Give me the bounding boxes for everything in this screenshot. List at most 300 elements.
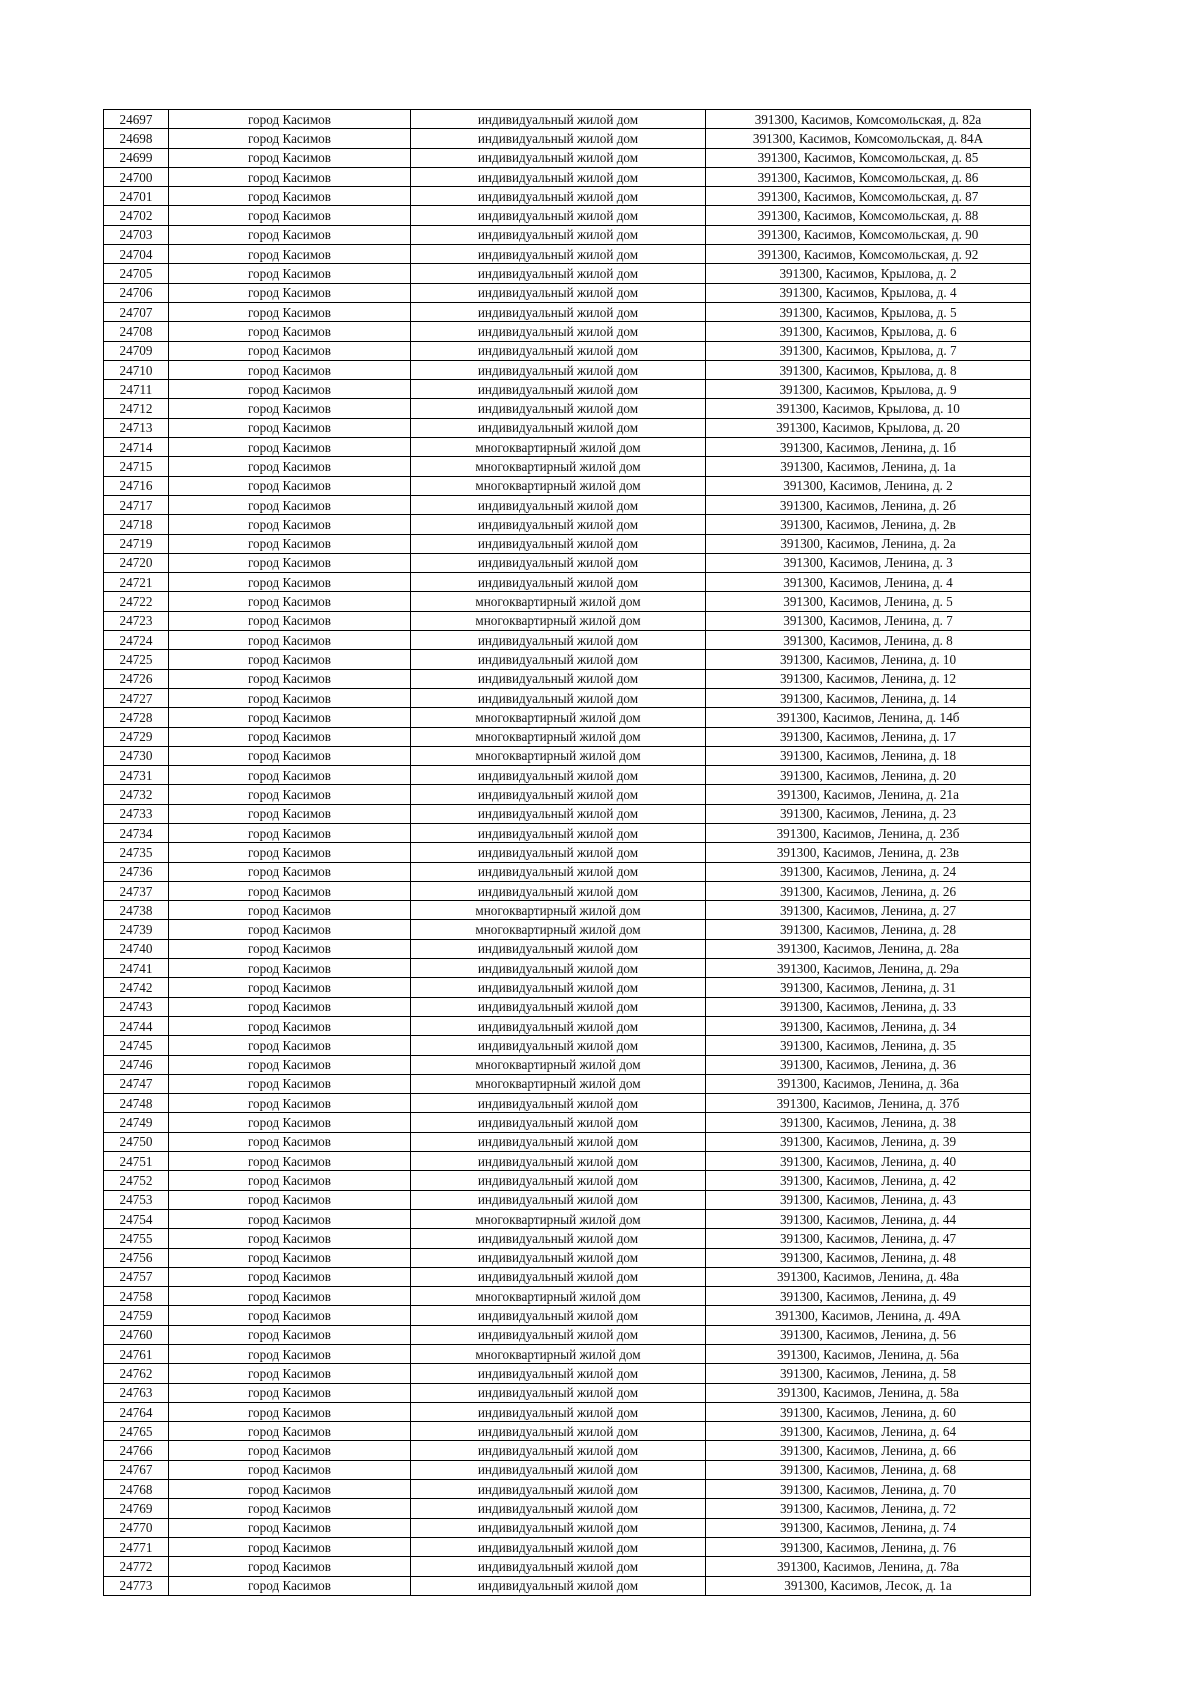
building-type-cell: индивидуальный жилой дом: [411, 1094, 706, 1113]
locality-cell: город Касимов: [169, 129, 411, 148]
address-cell: 391300, Касимов, Ленина, д. 47: [706, 1229, 1031, 1248]
locality-cell: город Касимов: [169, 823, 411, 842]
address-cell: 391300, Касимов, Крылова, д. 2: [706, 264, 1031, 283]
address-cell: 391300, Касимов, Ленина, д. 35: [706, 1036, 1031, 1055]
record-number-cell: 24737: [104, 881, 169, 900]
record-number-cell: 24765: [104, 1422, 169, 1441]
record-number-cell: 24771: [104, 1537, 169, 1556]
locality-cell: город Касимов: [169, 515, 411, 534]
locality-cell: город Касимов: [169, 1460, 411, 1479]
locality-cell: город Касимов: [169, 360, 411, 379]
locality-cell: город Касимов: [169, 1074, 411, 1093]
table-row: [104, 1441, 1031, 1460]
table-row: [104, 380, 1031, 399]
address-cell: 391300, Касимов, Комсомольская, д. 92: [706, 245, 1031, 264]
building-type-cell: индивидуальный жилой дом: [411, 978, 706, 997]
building-type-cell: индивидуальный жилой дом: [411, 1499, 706, 1518]
locality-cell: город Касимов: [169, 476, 411, 495]
record-number-cell: 24761: [104, 1345, 169, 1364]
address-cell: 391300, Касимов, Ленина, д. 36а: [706, 1074, 1031, 1093]
record-number-cell: 24699: [104, 148, 169, 167]
building-type-cell: многоквартирный жилой дом: [411, 592, 706, 611]
address-cell: 391300, Касимов, Лесок, д. 1а: [706, 1576, 1031, 1595]
record-number-cell: 24736: [104, 862, 169, 881]
address-cell: 391300, Касимов, Ленина, д. 28а: [706, 939, 1031, 958]
record-number-cell: 24738: [104, 901, 169, 920]
building-type-cell: индивидуальный жилой дом: [411, 553, 706, 572]
record-number-cell: 24729: [104, 727, 169, 746]
record-number-cell: 24708: [104, 322, 169, 341]
locality-cell: город Касимов: [169, 1557, 411, 1576]
locality-cell: город Касимов: [169, 978, 411, 997]
address-cell: 391300, Касимов, Комсомольская, д. 82а: [706, 110, 1031, 129]
address-cell: 391300, Касимов, Ленина, д. 76: [706, 1537, 1031, 1556]
table-row: [104, 1576, 1031, 1595]
address-cell: 391300, Касимов, Ленина, д. 21а: [706, 785, 1031, 804]
record-number-cell: 24700: [104, 167, 169, 186]
building-type-cell: многоквартирный жилой дом: [411, 611, 706, 630]
locality-cell: город Касимов: [169, 167, 411, 186]
record-number-cell: 24766: [104, 1441, 169, 1460]
record-number-cell: 24767: [104, 1460, 169, 1479]
address-cell: 391300, Касимов, Ленина, д. 64: [706, 1422, 1031, 1441]
locality-cell: город Касимов: [169, 341, 411, 360]
building-type-cell: индивидуальный жилой дом: [411, 1306, 706, 1325]
table-row: [104, 534, 1031, 553]
locality-cell: город Касимов: [169, 1248, 411, 1267]
locality-cell: город Касимов: [169, 939, 411, 958]
building-type-cell: индивидуальный жилой дом: [411, 1036, 706, 1055]
record-number-cell: 24743: [104, 997, 169, 1016]
locality-cell: город Касимов: [169, 1094, 411, 1113]
record-number-cell: 24727: [104, 688, 169, 707]
locality-cell: город Касимов: [169, 727, 411, 746]
locality-cell: город Касимов: [169, 438, 411, 457]
table-row: [104, 920, 1031, 939]
table-row: [104, 727, 1031, 746]
address-cell: 391300, Касимов, Ленина, д. 26: [706, 881, 1031, 900]
address-cell: 391300, Касимов, Ленина, д. 28: [706, 920, 1031, 939]
building-type-cell: индивидуальный жилой дом: [411, 1171, 706, 1190]
building-type-cell: индивидуальный жилой дом: [411, 1132, 706, 1151]
address-table-body: [104, 110, 1031, 1596]
record-number-cell: 24759: [104, 1306, 169, 1325]
locality-cell: город Касимов: [169, 1209, 411, 1228]
building-type-cell: индивидуальный жилой дом: [411, 669, 706, 688]
building-type-cell: индивидуальный жилой дом: [411, 167, 706, 186]
table-row: [104, 611, 1031, 630]
building-type-cell: индивидуальный жилой дом: [411, 341, 706, 360]
building-type-cell: индивидуальный жилой дом: [411, 959, 706, 978]
address-cell: 391300, Касимов, Комсомольская, д. 87: [706, 187, 1031, 206]
record-number-cell: 24739: [104, 920, 169, 939]
building-type-cell: индивидуальный жилой дом: [411, 631, 706, 650]
table-row: [104, 901, 1031, 920]
locality-cell: город Касимов: [169, 534, 411, 553]
address-cell: 391300, Касимов, Ленина, д. 56а: [706, 1345, 1031, 1364]
record-number-cell: 24769: [104, 1499, 169, 1518]
table-row: [104, 187, 1031, 206]
table-row: [104, 997, 1031, 1016]
table-row: [104, 1248, 1031, 1267]
record-number-cell: 24740: [104, 939, 169, 958]
record-number-cell: 24704: [104, 245, 169, 264]
table-row: [104, 148, 1031, 167]
address-table: [103, 109, 1031, 1596]
locality-cell: город Касимов: [169, 1016, 411, 1035]
building-type-cell: индивидуальный жилой дом: [411, 187, 706, 206]
record-number-cell: 24750: [104, 1132, 169, 1151]
building-type-cell: многоквартирный жилой дом: [411, 920, 706, 939]
record-number-cell: 24742: [104, 978, 169, 997]
table-row: [104, 1132, 1031, 1151]
locality-cell: город Касимов: [169, 862, 411, 881]
table-row: [104, 1267, 1031, 1286]
locality-cell: город Касимов: [169, 1441, 411, 1460]
table-row: [104, 1036, 1031, 1055]
address-cell: 391300, Касимов, Ленина, д. 1б: [706, 438, 1031, 457]
locality-cell: город Касимов: [169, 1287, 411, 1306]
table-row: [104, 302, 1031, 321]
address-cell: 391300, Касимов, Ленина, д. 1а: [706, 457, 1031, 476]
address-cell: 391300, Касимов, Ленина, д. 10: [706, 650, 1031, 669]
table-row: [104, 746, 1031, 765]
table-row: [104, 264, 1031, 283]
table-row: [104, 1209, 1031, 1228]
table-row: [104, 1016, 1031, 1035]
building-type-cell: индивидуальный жилой дом: [411, 1537, 706, 1556]
table-row: [104, 959, 1031, 978]
building-type-cell: индивидуальный жилой дом: [411, 129, 706, 148]
building-type-cell: индивидуальный жилой дом: [411, 1422, 706, 1441]
building-type-cell: индивидуальный жилой дом: [411, 1557, 706, 1576]
locality-cell: город Касимов: [169, 1267, 411, 1286]
building-type-cell: многоквартирный жилой дом: [411, 746, 706, 765]
table-row: [104, 1152, 1031, 1171]
record-number-cell: 24718: [104, 515, 169, 534]
record-number-cell: 24710: [104, 360, 169, 379]
address-cell: 391300, Касимов, Ленина, д. 33: [706, 997, 1031, 1016]
record-number-cell: 24754: [104, 1209, 169, 1228]
address-cell: 391300, Касимов, Ленина, д. 20: [706, 766, 1031, 785]
address-cell: 391300, Касимов, Ленина, д. 14: [706, 688, 1031, 707]
record-number-cell: 24714: [104, 438, 169, 457]
locality-cell: город Касимов: [169, 1306, 411, 1325]
table-row: [104, 1306, 1031, 1325]
locality-cell: город Касимов: [169, 785, 411, 804]
locality-cell: город Касимов: [169, 573, 411, 592]
building-type-cell: многоквартирный жилой дом: [411, 1345, 706, 1364]
address-cell: 391300, Касимов, Ленина, д. 60: [706, 1402, 1031, 1421]
record-number-cell: 24748: [104, 1094, 169, 1113]
locality-cell: город Касимов: [169, 1325, 411, 1344]
locality-cell: город Касимов: [169, 1113, 411, 1132]
address-cell: 391300, Касимов, Ленина, д. 31: [706, 978, 1031, 997]
address-cell: 391300, Касимов, Ленина, д. 72: [706, 1499, 1031, 1518]
building-type-cell: индивидуальный жилой дом: [411, 206, 706, 225]
address-cell: 391300, Касимов, Ленина, д. 14б: [706, 708, 1031, 727]
address-cell: 391300, Касимов, Ленина, д. 44: [706, 1209, 1031, 1228]
building-type-cell: индивидуальный жилой дом: [411, 1576, 706, 1595]
record-number-cell: 24712: [104, 399, 169, 418]
table-row: [104, 669, 1031, 688]
table-row: [104, 804, 1031, 823]
building-type-cell: индивидуальный жилой дом: [411, 1441, 706, 1460]
record-number-cell: 24721: [104, 573, 169, 592]
table-row: [104, 457, 1031, 476]
building-type-cell: индивидуальный жилой дом: [411, 418, 706, 437]
record-number-cell: 24697: [104, 110, 169, 129]
table-row: [104, 1480, 1031, 1499]
record-number-cell: 24723: [104, 611, 169, 630]
locality-cell: город Касимов: [169, 418, 411, 437]
building-type-cell: индивидуальный жилой дом: [411, 1518, 706, 1537]
record-number-cell: 24706: [104, 283, 169, 302]
table-row: [104, 225, 1031, 244]
address-cell: 391300, Касимов, Ленина, д. 42: [706, 1171, 1031, 1190]
building-type-cell: индивидуальный жилой дом: [411, 515, 706, 534]
locality-cell: город Касимов: [169, 399, 411, 418]
locality-cell: город Касимов: [169, 881, 411, 900]
record-number-cell: 24726: [104, 669, 169, 688]
locality-cell: город Касимов: [169, 746, 411, 765]
record-number-cell: 24751: [104, 1152, 169, 1171]
locality-cell: город Касимов: [169, 843, 411, 862]
building-type-cell: индивидуальный жилой дом: [411, 302, 706, 321]
record-number-cell: 24698: [104, 129, 169, 148]
address-cell: 391300, Касимов, Ленина, д. 40: [706, 1152, 1031, 1171]
building-type-cell: индивидуальный жилой дом: [411, 766, 706, 785]
address-cell: 391300, Касимов, Ленина, д. 49: [706, 1287, 1031, 1306]
locality-cell: город Касимов: [169, 1132, 411, 1151]
address-cell: 391300, Касимов, Ленина, д. 66: [706, 1441, 1031, 1460]
building-type-cell: индивидуальный жилой дом: [411, 650, 706, 669]
table-row: [104, 1171, 1031, 1190]
table-row: [104, 978, 1031, 997]
table-row: [104, 1074, 1031, 1093]
building-type-cell: индивидуальный жилой дом: [411, 1113, 706, 1132]
building-type-cell: многоквартирный жилой дом: [411, 1209, 706, 1228]
building-type-cell: индивидуальный жилой дом: [411, 1402, 706, 1421]
record-number-cell: 24724: [104, 631, 169, 650]
table-row: [104, 766, 1031, 785]
table-row: [104, 1460, 1031, 1479]
record-number-cell: 24702: [104, 206, 169, 225]
building-type-cell: многоквартирный жилой дом: [411, 708, 706, 727]
record-number-cell: 24764: [104, 1402, 169, 1421]
building-type-cell: индивидуальный жилой дом: [411, 843, 706, 862]
building-type-cell: индивидуальный жилой дом: [411, 322, 706, 341]
table-row: [104, 476, 1031, 495]
address-cell: 391300, Касимов, Ленина, д. 37б: [706, 1094, 1031, 1113]
locality-cell: город Касимов: [169, 1190, 411, 1209]
locality-cell: город Касимов: [169, 766, 411, 785]
building-type-cell: индивидуальный жилой дом: [411, 225, 706, 244]
locality-cell: город Касимов: [169, 1537, 411, 1556]
table-row: [104, 438, 1031, 457]
address-cell: 391300, Касимов, Комсомольская, д. 88: [706, 206, 1031, 225]
record-number-cell: 24701: [104, 187, 169, 206]
table-row: [104, 1055, 1031, 1074]
building-type-cell: индивидуальный жилой дом: [411, 939, 706, 958]
table-row: [104, 206, 1031, 225]
address-cell: 391300, Касимов, Ленина, д. 78а: [706, 1557, 1031, 1576]
record-number-cell: 24725: [104, 650, 169, 669]
address-cell: 391300, Касимов, Ленина, д. 3: [706, 553, 1031, 572]
building-type-cell: индивидуальный жилой дом: [411, 1229, 706, 1248]
table-row: [104, 1422, 1031, 1441]
table-row: [104, 1402, 1031, 1421]
table-row: [104, 1113, 1031, 1132]
locality-cell: город Касимов: [169, 997, 411, 1016]
table-row: [104, 592, 1031, 611]
locality-cell: город Касимов: [169, 1055, 411, 1074]
building-type-cell: индивидуальный жилой дом: [411, 688, 706, 707]
building-type-cell: индивидуальный жилой дом: [411, 399, 706, 418]
record-number-cell: 24773: [104, 1576, 169, 1595]
address-cell: 391300, Касимов, Ленина, д. 24: [706, 862, 1031, 881]
locality-cell: город Касимов: [169, 631, 411, 650]
address-cell: 391300, Касимов, Крылова, д. 20: [706, 418, 1031, 437]
table-row: [104, 322, 1031, 341]
record-number-cell: 24732: [104, 785, 169, 804]
address-cell: 391300, Касимов, Ленина, д. 5: [706, 592, 1031, 611]
record-number-cell: 24728: [104, 708, 169, 727]
building-type-cell: многоквартирный жилой дом: [411, 457, 706, 476]
locality-cell: город Касимов: [169, 1171, 411, 1190]
locality-cell: город Касимов: [169, 959, 411, 978]
table-row: [104, 843, 1031, 862]
table-row: [104, 553, 1031, 572]
address-cell: 391300, Касимов, Крылова, д. 10: [706, 399, 1031, 418]
table-row: [104, 399, 1031, 418]
record-number-cell: 24749: [104, 1113, 169, 1132]
building-type-cell: многоквартирный жилой дом: [411, 1074, 706, 1093]
locality-cell: город Касимов: [169, 920, 411, 939]
locality-cell: город Касимов: [169, 322, 411, 341]
record-number-cell: 24772: [104, 1557, 169, 1576]
record-number-cell: 24720: [104, 553, 169, 572]
building-type-cell: индивидуальный жилой дом: [411, 1152, 706, 1171]
building-type-cell: индивидуальный жилой дом: [411, 573, 706, 592]
address-cell: 391300, Касимов, Ленина, д. 8: [706, 631, 1031, 650]
locality-cell: город Касимов: [169, 1576, 411, 1595]
record-number-cell: 24770: [104, 1518, 169, 1537]
locality-cell: город Касимов: [169, 1499, 411, 1518]
table-row: [104, 1364, 1031, 1383]
locality-cell: город Касимов: [169, 1229, 411, 1248]
address-cell: 391300, Касимов, Ленина, д. 2в: [706, 515, 1031, 534]
record-number-cell: 24756: [104, 1248, 169, 1267]
table-row: [104, 360, 1031, 379]
building-type-cell: индивидуальный жилой дом: [411, 1480, 706, 1499]
locality-cell: город Касимов: [169, 245, 411, 264]
table-row: [104, 1499, 1031, 1518]
table-row: [104, 1190, 1031, 1209]
building-type-cell: многоквартирный жилой дом: [411, 476, 706, 495]
record-number-cell: 24752: [104, 1171, 169, 1190]
table-row: [104, 110, 1031, 129]
record-number-cell: 24716: [104, 476, 169, 495]
table-row: [104, 129, 1031, 148]
record-number-cell: 24757: [104, 1267, 169, 1286]
locality-cell: город Касимов: [169, 1422, 411, 1441]
record-number-cell: 24746: [104, 1055, 169, 1074]
table-row: [104, 881, 1031, 900]
record-number-cell: 24722: [104, 592, 169, 611]
address-cell: 391300, Касимов, Комсомольская, д. 85: [706, 148, 1031, 167]
locality-cell: город Касимов: [169, 110, 411, 129]
table-row: [104, 650, 1031, 669]
address-cell: 391300, Касимов, Ленина, д. 58а: [706, 1383, 1031, 1402]
address-cell: 391300, Касимов, Ленина, д. 12: [706, 669, 1031, 688]
locality-cell: город Касимов: [169, 264, 411, 283]
address-cell: 391300, Касимов, Ленина, д. 48а: [706, 1267, 1031, 1286]
building-type-cell: индивидуальный жилой дом: [411, 997, 706, 1016]
address-cell: 391300, Касимов, Крылова, д. 5: [706, 302, 1031, 321]
address-cell: 391300, Касимов, Ленина, д. 56: [706, 1325, 1031, 1344]
address-cell: 391300, Касимов, Ленина, д. 43: [706, 1190, 1031, 1209]
locality-cell: город Касимов: [169, 611, 411, 630]
table-row: [104, 515, 1031, 534]
record-number-cell: 24713: [104, 418, 169, 437]
address-cell: 391300, Касимов, Ленина, д. 23в: [706, 843, 1031, 862]
address-cell: 391300, Касимов, Ленина, д. 27: [706, 901, 1031, 920]
locality-cell: город Касимов: [169, 1036, 411, 1055]
address-cell: 391300, Касимов, Комсомольская, д. 84А: [706, 129, 1031, 148]
table-row: [104, 418, 1031, 437]
locality-cell: город Касимов: [169, 1152, 411, 1171]
locality-cell: город Касимов: [169, 1518, 411, 1537]
building-type-cell: индивидуальный жилой дом: [411, 1460, 706, 1479]
building-type-cell: индивидуальный жилой дом: [411, 862, 706, 881]
table-row: [104, 1557, 1031, 1576]
record-number-cell: 24707: [104, 302, 169, 321]
building-type-cell: многоквартирный жилой дом: [411, 901, 706, 920]
locality-cell: город Касимов: [169, 708, 411, 727]
locality-cell: город Касимов: [169, 1345, 411, 1364]
address-cell: 391300, Касимов, Ленина, д. 74: [706, 1518, 1031, 1537]
record-number-cell: 24741: [104, 959, 169, 978]
building-type-cell: индивидуальный жилой дом: [411, 823, 706, 842]
table-row: [104, 1383, 1031, 1402]
table-row: [104, 631, 1031, 650]
address-cell: 391300, Касимов, Крылова, д. 8: [706, 360, 1031, 379]
locality-cell: город Касимов: [169, 1383, 411, 1402]
record-number-cell: 24703: [104, 225, 169, 244]
locality-cell: город Касимов: [169, 495, 411, 514]
table-row: [104, 1518, 1031, 1537]
address-cell: 391300, Касимов, Ленина, д. 70: [706, 1480, 1031, 1499]
record-number-cell: 24709: [104, 341, 169, 360]
address-cell: 391300, Касимов, Крылова, д. 6: [706, 322, 1031, 341]
locality-cell: город Касимов: [169, 804, 411, 823]
locality-cell: город Касимов: [169, 187, 411, 206]
address-cell: 391300, Касимов, Ленина, д. 29а: [706, 959, 1031, 978]
record-number-cell: 24758: [104, 1287, 169, 1306]
address-cell: 391300, Касимов, Ленина, д. 2а: [706, 534, 1031, 553]
building-type-cell: индивидуальный жилой дом: [411, 495, 706, 514]
building-type-cell: индивидуальный жилой дом: [411, 283, 706, 302]
record-number-cell: 24734: [104, 823, 169, 842]
record-number-cell: 24731: [104, 766, 169, 785]
locality-cell: город Касимов: [169, 901, 411, 920]
locality-cell: город Касимов: [169, 1364, 411, 1383]
address-cell: 391300, Касимов, Комсомольская, д. 86: [706, 167, 1031, 186]
building-type-cell: индивидуальный жилой дом: [411, 110, 706, 129]
record-number-cell: 24711: [104, 380, 169, 399]
address-cell: 391300, Касимов, Комсомольская, д. 90: [706, 225, 1031, 244]
